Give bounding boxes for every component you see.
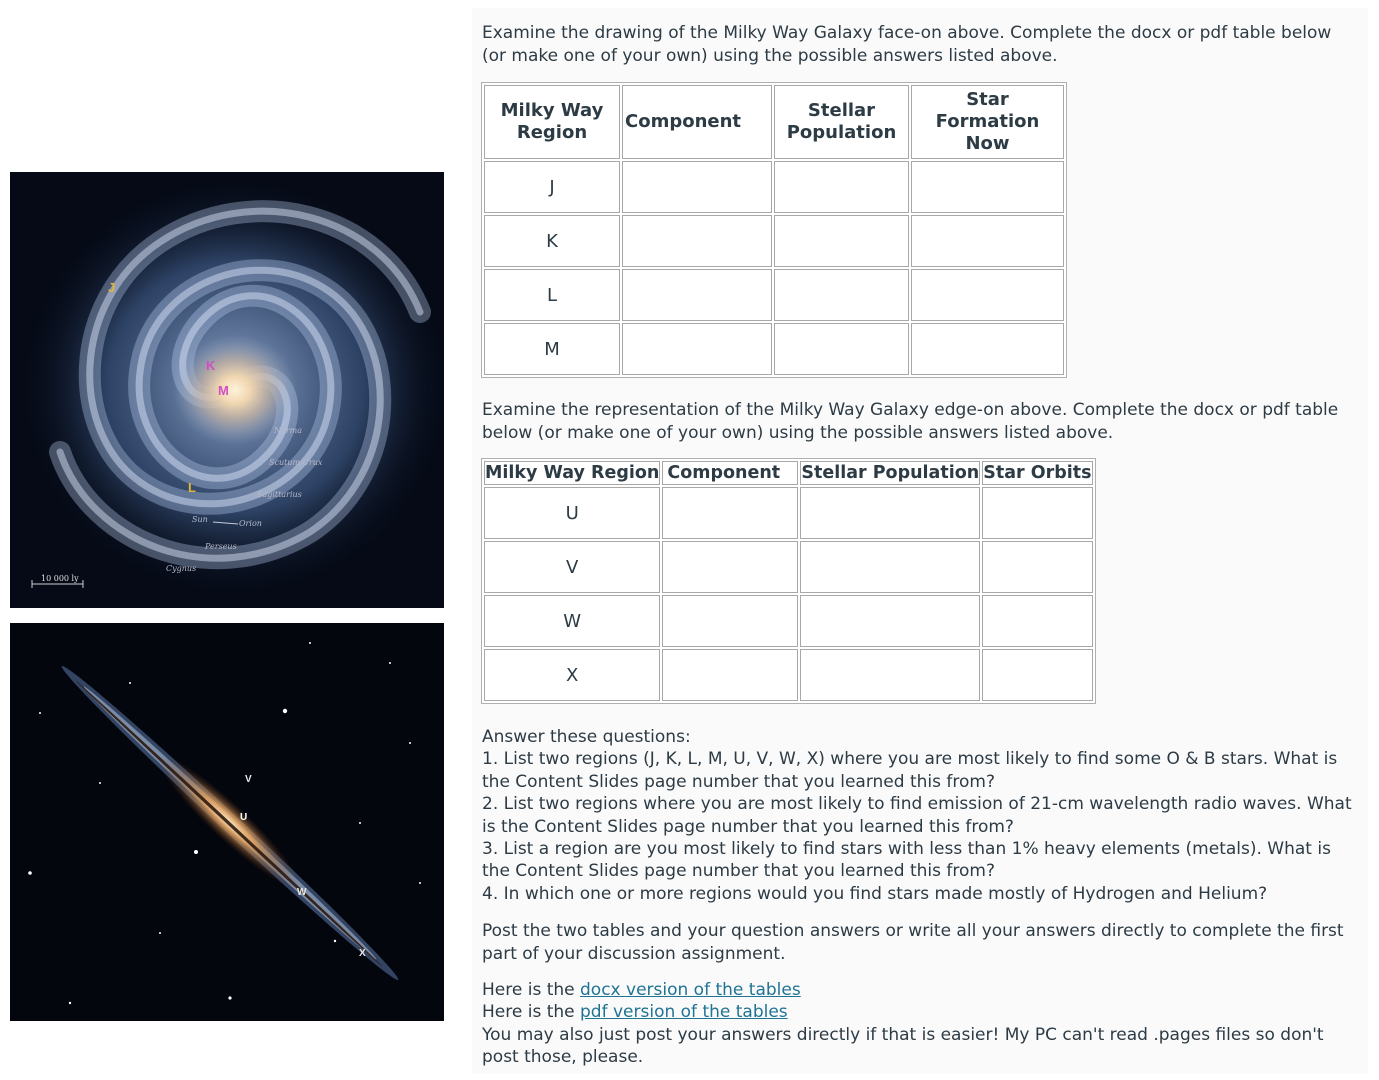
- region-k-label: K: [206, 358, 216, 373]
- table1-answer-cell: [911, 215, 1064, 267]
- table1-answer-cell: [911, 269, 1064, 321]
- closing-note: You may also just post your answers directly if that is easier! My PC can't read .pages files so don't post those, please.: [482, 1024, 1324, 1068]
- question-3: 3. List a region are you most likely to find stars with less than 1% heavy elements (metals). What is the Content Slides page number that you learned this from?: [482, 839, 1331, 882]
- scale-bar-label: 10 000 ly: [41, 574, 79, 583]
- region-j-label: J: [108, 280, 116, 295]
- table1-region-cell: M: [484, 323, 620, 375]
- milky-way-edge-on-image: [10, 623, 444, 1021]
- table1-answer-cell: [622, 269, 772, 321]
- table2-region-cell: X: [484, 649, 660, 701]
- arm-label-sagittarius: Sagittarius: [257, 490, 302, 499]
- table1-answer-cell: [774, 323, 909, 375]
- table2-answer-cell: [800, 649, 980, 701]
- table2-region-cell: U: [484, 487, 660, 539]
- region-x-label: X: [359, 948, 366, 959]
- region-u-label: U: [240, 812, 248, 823]
- table2-header-region: Milky Way Region: [485, 463, 660, 483]
- table2-answer-cell: [662, 595, 798, 647]
- pdf-link-line: [482, 1001, 1362, 1023]
- region-v-label: V: [245, 774, 252, 785]
- table1-header-region: Milky Way Region: [484, 85, 620, 159]
- table1-answer-cell: [911, 161, 1064, 213]
- link-prefix: Here is the: [482, 1002, 581, 1023]
- table2-header-star-orbits: Star Orbits: [983, 463, 1092, 483]
- table1-answer-cell: [774, 269, 909, 321]
- table1-answer-cell: [622, 161, 772, 213]
- table1-header-stellar-population: Stellar Population: [774, 85, 909, 159]
- region-l-label: L: [188, 480, 196, 495]
- arm-label-cygnus: Cygnus: [166, 564, 197, 573]
- sun-label: Sun: [192, 515, 208, 524]
- link-prefix: Here is the: [482, 980, 581, 1000]
- table2-answer-cell: [982, 595, 1092, 647]
- milky-way-face-on-image: [10, 172, 444, 608]
- questions-heading: Answer these questions:: [482, 727, 691, 747]
- table1-answer-cell: [774, 215, 909, 267]
- questions-block: [482, 726, 1362, 905]
- pdf-tables-link[interactable]: pdf version of the tables: [580, 1002, 788, 1023]
- arm-label-scutum-crux: Scutum-Crux: [269, 458, 323, 467]
- table2-answer-cell: [800, 595, 980, 647]
- table2-answer-cell: [662, 541, 798, 593]
- table2-answer-cell: [662, 649, 798, 701]
- table2-region-cell: W: [484, 595, 660, 647]
- table1-header-star-formation: Star Formation Now: [911, 85, 1064, 159]
- links-block: [482, 979, 1362, 1069]
- table1-region-cell: K: [484, 215, 620, 267]
- table1-region-cell: L: [484, 269, 620, 321]
- region-w-label: W: [297, 887, 307, 898]
- table1-answer-cell: [622, 215, 772, 267]
- table2-header-component: Component: [662, 461, 798, 485]
- table1-region-cell: J: [484, 161, 620, 213]
- arm-label-orion: Orion: [239, 519, 262, 528]
- arm-label-perseus: Perseus: [205, 542, 237, 551]
- table1-answer-cell: [622, 323, 772, 375]
- post-instructions: Post the two tables and your question answers or write all your answers directly to complete the first part of your discussion assignment.: [482, 921, 1344, 964]
- face-on-instructions: Examine the drawing of the Milky Way Galaxy face-on above. Complete the docx or pdf table below (or make one of your own) using the possible answers listed above.: [482, 23, 1332, 66]
- table1-answer-cell: [911, 323, 1064, 375]
- table2-header-stellar-population: Stellar Population: [801, 463, 980, 483]
- arm-label-norma: Norma: [274, 426, 302, 435]
- table1-answer-cell: [774, 161, 909, 213]
- docx-tables-link[interactable]: docx version of the tables: [580, 980, 801, 1000]
- docx-link-line: [482, 979, 1362, 1001]
- question-2: 2. List two regions where you are most likely to find emission of 21-cm wavelength radio waves. What is the Content Slides page number that you learned this from?: [482, 794, 1352, 837]
- table2-answer-cell: [982, 487, 1092, 539]
- question-1: 1. List two regions (J, K, L, M, U, V, W, X) where you are most likely to find some O & B stars. What is the Content Slides page number that you learned this from?: [482, 749, 1338, 792]
- edge-on-instructions: Examine the representation of the Milky Way Galaxy edge-on above. Complete the docx or pdf table below (or make one of your own) using the possible answers listed above.: [482, 400, 1339, 443]
- table2-answer-cell: [982, 649, 1092, 701]
- table2-answer-cell: [800, 541, 980, 593]
- edge-on-table: [481, 458, 1096, 704]
- table2-answer-cell: [800, 487, 980, 539]
- question-4: 4. In which one or more regions would you find stars made mostly of Hydrogen and Helium?: [482, 883, 1268, 904]
- region-m-label: M: [218, 383, 229, 398]
- face-on-table: [481, 82, 1067, 378]
- table2-region-cell: V: [484, 541, 660, 593]
- table1-header-component: Component: [622, 85, 772, 159]
- table2-answer-cell: [982, 541, 1092, 593]
- table2-answer-cell: [662, 487, 798, 539]
